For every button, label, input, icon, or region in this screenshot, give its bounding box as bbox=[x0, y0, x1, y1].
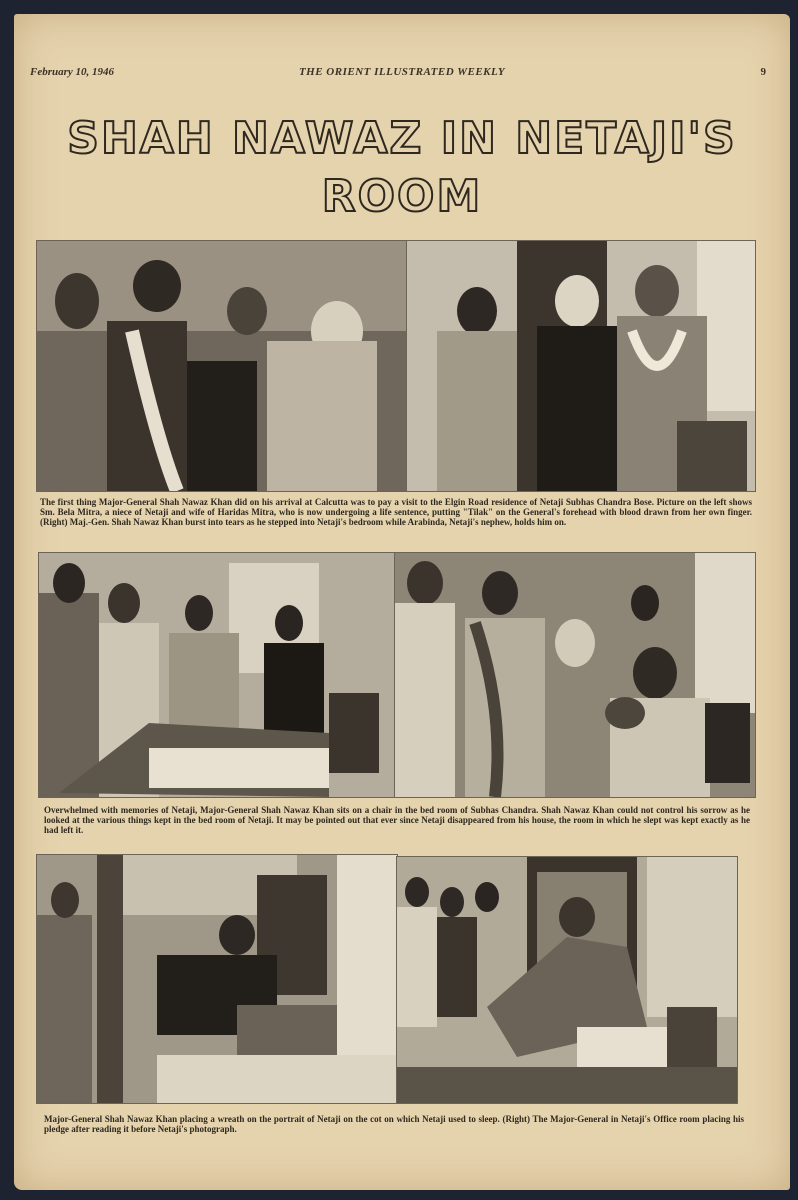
page-headline bbox=[34, 110, 770, 226]
headline-line-2: ROOM bbox=[321, 171, 483, 222]
publication-name: THE ORIENT ILLUSTRATED WEEKLY bbox=[298, 66, 506, 78]
photo-wreath-on-cot bbox=[36, 854, 398, 1104]
photo-tilak-ceremony bbox=[36, 240, 408, 492]
photo-pledge-office-room bbox=[396, 856, 738, 1104]
caption-bottom: Major-General Shah Nawaz Khan placing a wreath on the portrait of Netaji on the cot on which Netaji used to sleep. (Right) The Major-General in Netaji's Office room placing his pledge after reading it before Netaji's photograph. bbox=[44, 1114, 744, 1134]
photo-netaji-bedroom-tears bbox=[406, 240, 756, 492]
caption-middle: Overwhelmed with memories of Netaji, Major-General Shah Nawaz Khan sits on a chair in the bed room of Subhas Chandra. Shah Nawaz Khan could not control his sorrow as he looked at the various things kept in the bed room of Netaji. It may be pointed out that ever since Netaji disappeared from his house, the room in which he slept was kept exactly as he had left it. bbox=[44, 805, 750, 835]
page-number: 9 bbox=[760, 66, 766, 78]
photo-sitting-in-chair bbox=[394, 552, 756, 798]
issue-date: February 10, 1946 bbox=[30, 66, 115, 78]
caption-top: The first thing Major-General Shah Nawaz Khan did on his arrival at Calcutta was to pay a visit to the Elgin Road residence of Netaji Subhas Chandra Bose. Picture on the left shows Sm. Bela Mitra, a niece of Netaji and wife of Haridas Mitra, who is now undergoing a life sentence, putting "Tilak" on the General's forehead with blood drawn from her own finger. (Right) Maj.-Gen. Shah Nawaz Khan burst into tears as he stepped into Netaji's bedroom while Arabinda, Netaji's nephew, holds him on. bbox=[40, 497, 752, 527]
headline-line-1: SHAH NAWAZ IN NETAJI'S bbox=[67, 113, 737, 164]
newspaper-page bbox=[14, 14, 790, 1190]
photo-bedroom-crowd bbox=[38, 552, 396, 798]
